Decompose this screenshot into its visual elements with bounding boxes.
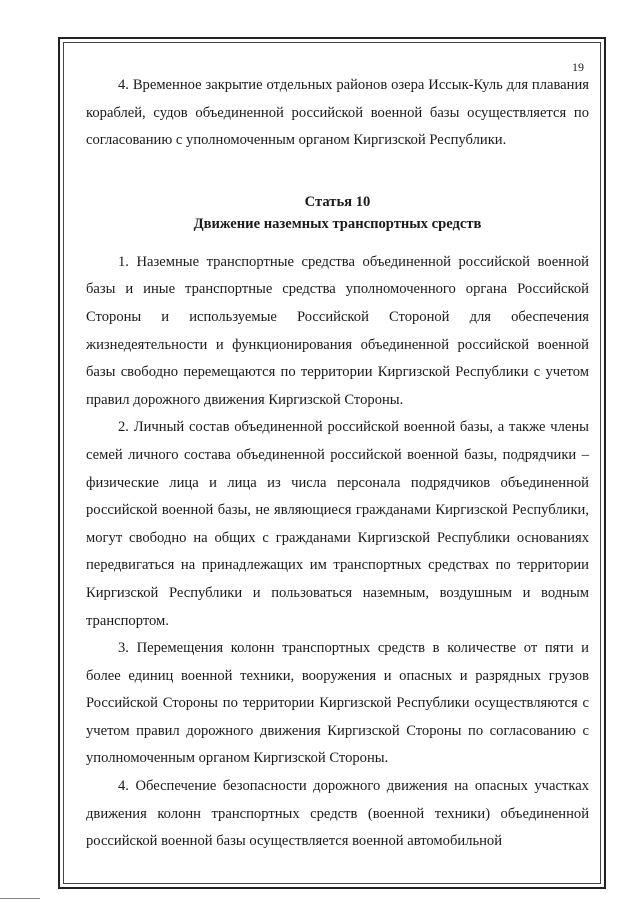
paragraph-top-4: 4. Временное закрытие отдельных районов озера Иссык-Куль для плавания кораблей, судов объединенной российской военной базы осуществляется по согласованию с уполномоченным органом Киргизской Республики. [86, 77, 589, 149]
document-body [86, 72, 589, 856]
paragraph-2: 2. Личный состав объединенной российской военной базы, а также члены семей личного состава объединенной российской военной базы, подрядчики – физические лица и лица из числа персонала подрядчиков объединенной российской военной базы, не являющиеся гражданами Киргизской Республики, могут свободно на общих с гражданами Киргизской Республики основаниях передвигаться на принадлежащих им транспортных средствах по территории Киргизской Республики и пользоваться наземным, воздушным и водным транспортом. [86, 419, 589, 629]
article-name: Движение наземных транспортных средств [193, 215, 482, 232]
paragraph-3: 3. Перемещения колонн транспортных средств в количестве от пяти и более единиц военной техники, вооружения и опасных и разрядных грузов Российской Стороны по территории Киргизской Республики осуществляются с учетом правил дорожного движения Киргизской Стороны по согласованию с уполномоченным органом Киргизской Стороны. [86, 640, 589, 767]
article-title: Статья 10 [304, 193, 371, 210]
article-heading [86, 191, 589, 235]
paragraph-4: 4. Обеспечение безопасности дорожного движения на опасных участках движения колонн транспортных средств (военной техники) объединенной российской военной базы осуществляется военной автомобильной [86, 778, 589, 850]
paragraph-1: 1. Наземные транспортные средства объединенной российской военной базы и иные транспортные средства уполномоченного органа Российской Стороны и используемые Российской Стороной для обеспечения жизнедеятельности и функционирования объединенной российской военной базы свободно перемещаются по территории Киргизской Республики с учетом правил дорожного движения Киргизской Стороны. [86, 253, 589, 408]
bottom-edge-mark [0, 898, 40, 899]
page-number: 19 [572, 60, 584, 74]
